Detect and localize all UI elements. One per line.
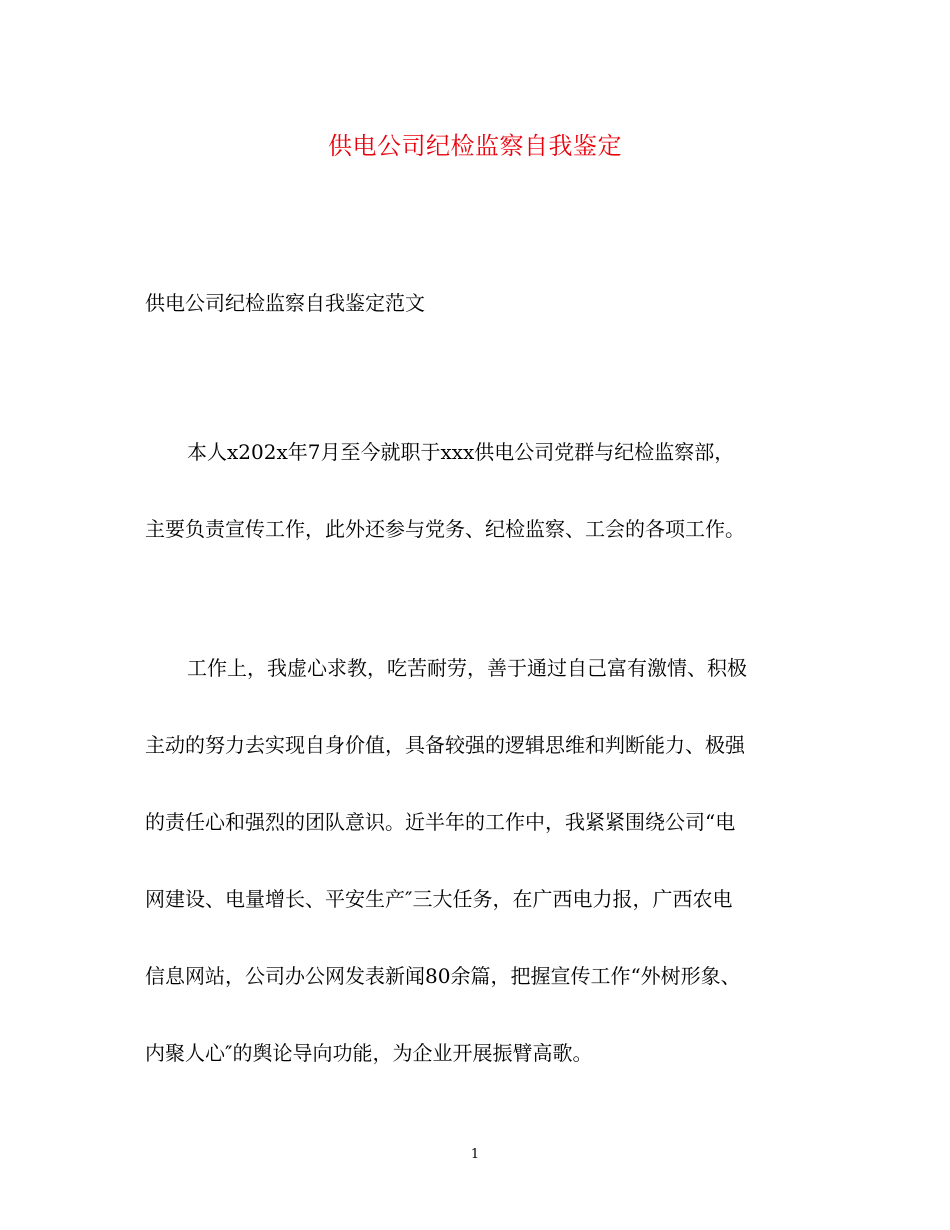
document-subtitle: 供电公司纪检监察自我鉴定范文 [145, 291, 425, 315]
page-number: 1 [470, 1147, 480, 1162]
paragraph-1 [145, 414, 805, 568]
paragraph-2 [145, 630, 805, 1092]
paragraph-line: 的责任心和强烈的团队意识。近半年的工作中，我紧紧围绕公司“电 [145, 810, 736, 834]
paragraph-line: 本人x202x年7月至今就职于xxx供电公司党群与纪检监察部， [187, 440, 735, 464]
paragraph-line: 内聚人心″的舆论导向功能，为企业开展振臂高歌。 [145, 1041, 593, 1065]
paragraph-line: 主动的努力去实现自身价值，具备较强的逻辑思维和判断能力、极强 [145, 733, 745, 757]
document-title: 供电公司纪检监察自我鉴定 [328, 132, 622, 160]
paragraph-line: 网建设、电量增长、平安生产″三大任务，在广西电力报，广西农电 [145, 887, 733, 911]
paragraph-line: 信息网站，公司办公网发表新闻80余篇，把握宣传工作“外树形象、 [145, 964, 741, 988]
paragraph-line: 工作上，我虚心求教，吃苦耐劳，善于通过自己富有激情、积极 [187, 656, 747, 680]
paragraph-line: 主要负责宣传工作，此外还参与党务、纪检监察、工会的各项工作。 [145, 517, 745, 541]
